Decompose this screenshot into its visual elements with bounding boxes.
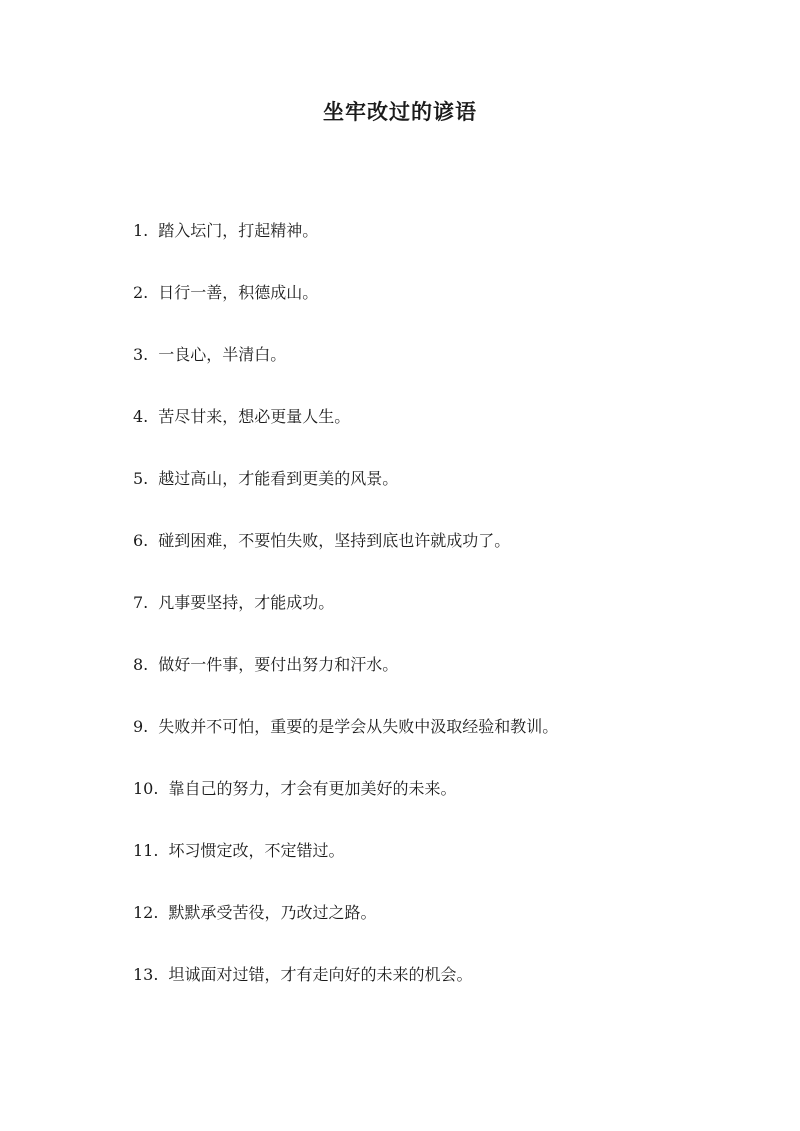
list-item [133, 653, 753, 715]
item-text: 凡事要坚持，才能成功。 [158, 593, 335, 612]
item-number: 2. [133, 283, 149, 302]
item-text: 失败并不可怕，重要的是学会从失败中汲取经验和教训。 [158, 717, 559, 736]
list-item [133, 467, 753, 529]
item-text: 坦诚面对过错，才有走向好的未来的机会。 [168, 965, 473, 984]
item-number: 3. [133, 345, 149, 364]
item-number: 1. [133, 221, 149, 240]
item-text: 日行一善，积德成山。 [158, 283, 319, 302]
item-text: 踏入坛门，打起精神。 [158, 221, 319, 240]
item-text: 做好一件事，要付出努力和汗水。 [158, 655, 399, 674]
item-number: 12. [133, 903, 159, 922]
item-text: 苦尽甘来，想必更量人生。 [158, 407, 351, 426]
item-number: 13. [133, 965, 159, 984]
item-number: 4. [133, 407, 149, 426]
item-text: 默默承受苦役，乃改过之路。 [168, 903, 377, 922]
item-text: 靠自己的努力，才会有更加美好的未来。 [168, 779, 457, 798]
list-item [133, 591, 753, 653]
item-text: 越过高山，才能看到更美的风景。 [158, 469, 399, 488]
list-item [133, 405, 753, 467]
list-item [133, 219, 753, 281]
item-text: 碰到困难，不要怕失败，坚持到底也许就成功了。 [158, 531, 511, 550]
item-number: 10. [133, 779, 159, 798]
item-number: 9. [133, 717, 149, 736]
item-number: 5. [133, 469, 149, 488]
item-number: 7. [133, 593, 149, 612]
list-item [133, 343, 753, 405]
list-item [133, 777, 753, 839]
item-text: 一良心，半清白。 [158, 345, 287, 364]
list-item [133, 963, 753, 1025]
list-item [133, 529, 753, 591]
item-number: 8. [133, 655, 149, 674]
list-item [133, 839, 753, 901]
list-item [133, 901, 753, 963]
document-title: 坐牢改过的谚语 [323, 99, 477, 124]
list-item [133, 715, 753, 777]
item-number: 6. [133, 531, 149, 550]
item-text: 坏习惯定改，不定错过。 [168, 841, 345, 860]
list-item [133, 281, 753, 343]
item-number: 11. [133, 841, 159, 860]
proverb-list [133, 219, 753, 1025]
